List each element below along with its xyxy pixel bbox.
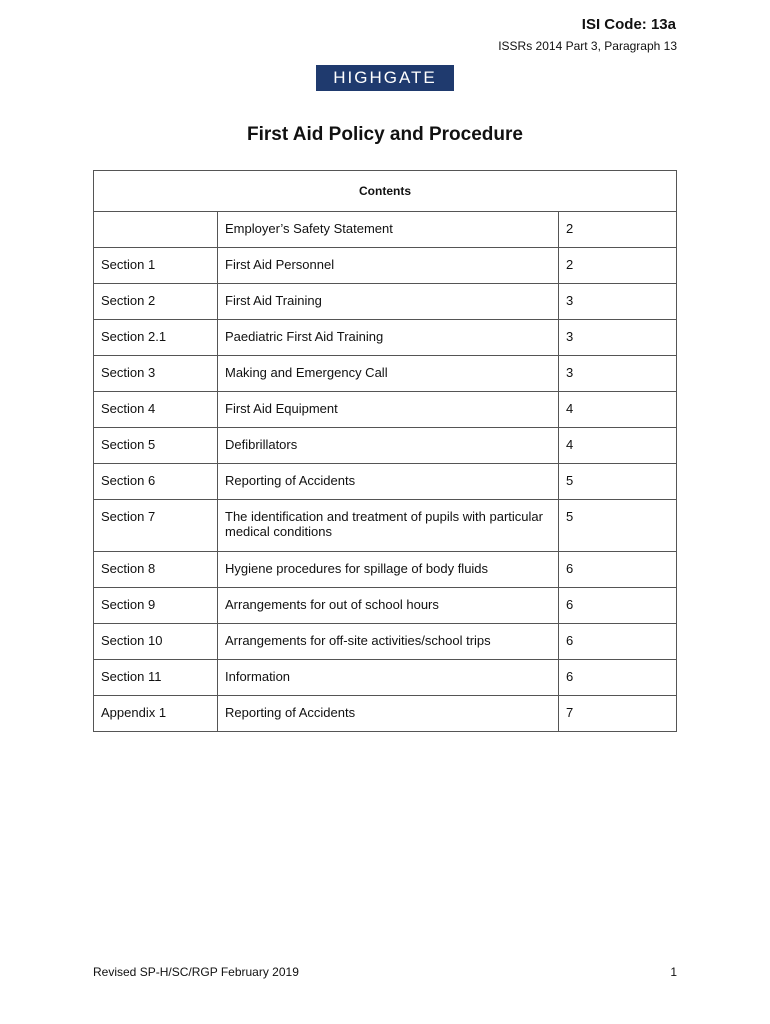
- contents-table: [93, 170, 677, 732]
- section-cell: Section 1: [94, 248, 218, 284]
- table-row: [94, 588, 677, 624]
- page-cell: 4: [559, 392, 677, 428]
- section-cell: Section 7: [94, 500, 218, 552]
- section-cell: Section 11: [94, 660, 218, 696]
- page-cell: 2: [559, 212, 677, 248]
- table-row: [94, 500, 677, 552]
- table-row: [94, 428, 677, 464]
- title-cell: First Aid Training: [218, 284, 559, 320]
- revision-footer: Revised SP-H/SC/RGP February 2019: [93, 965, 299, 979]
- table-row: [94, 212, 677, 248]
- table-row: [94, 624, 677, 660]
- page-cell: 6: [559, 552, 677, 588]
- section-cell: Section 8: [94, 552, 218, 588]
- title-cell: Employer’s Safety Statement: [218, 212, 559, 248]
- page-cell: 2: [559, 248, 677, 284]
- page-cell: 3: [559, 284, 677, 320]
- contents-heading: Contents: [94, 171, 677, 212]
- page-cell: 3: [559, 356, 677, 392]
- title-cell: First Aid Equipment: [218, 392, 559, 428]
- section-cell: Section 9: [94, 588, 218, 624]
- page-number: 1: [670, 965, 677, 979]
- contents-header-row: [94, 171, 677, 212]
- section-cell: [94, 212, 218, 248]
- table-row: [94, 660, 677, 696]
- table-row: [94, 392, 677, 428]
- title-cell: Hygiene procedures for spillage of body fluids: [218, 552, 559, 588]
- title-cell: Making and Emergency Call: [218, 356, 559, 392]
- document-title: First Aid Policy and Procedure: [247, 124, 523, 145]
- page-cell: 6: [559, 660, 677, 696]
- section-cell: Section 10: [94, 624, 218, 660]
- table-row: [94, 248, 677, 284]
- page-cell: 6: [559, 588, 677, 624]
- title-cell: Arrangements for off-site activities/school trips: [218, 624, 559, 660]
- table-row: [94, 464, 677, 500]
- issrs-reference: ISSRs 2014 Part 3, Paragraph 13: [498, 39, 677, 53]
- table-row: [94, 320, 677, 356]
- section-cell: Section 2: [94, 284, 218, 320]
- title-cell: Arrangements for out of school hours: [218, 588, 559, 624]
- title-cell: Paediatric First Aid Training: [218, 320, 559, 356]
- title-cell: Reporting of Accidents: [218, 464, 559, 500]
- section-cell: Section 3: [94, 356, 218, 392]
- page-cell: 6: [559, 624, 677, 660]
- table-row: [94, 356, 677, 392]
- page-cell: 7: [559, 696, 677, 732]
- section-cell: Section 6: [94, 464, 218, 500]
- isi-code: ISI Code: 13a: [581, 16, 676, 33]
- section-cell: Section 5: [94, 428, 218, 464]
- table-row: [94, 696, 677, 732]
- title-cell: The identification and treatment of pupils with particular medical conditions: [218, 500, 559, 552]
- table-row: [94, 552, 677, 588]
- title-cell: Defibrillators: [218, 428, 559, 464]
- page-cell: 5: [559, 464, 677, 500]
- table-row: [94, 284, 677, 320]
- page-cell: 3: [559, 320, 677, 356]
- title-cell: Reporting of Accidents: [218, 696, 559, 732]
- section-cell: Section 2.1: [94, 320, 218, 356]
- highgate-logo: HIGHGATE: [316, 65, 454, 91]
- title-cell: Information: [218, 660, 559, 696]
- title-cell: First Aid Personnel: [218, 248, 559, 284]
- section-cell: Appendix 1: [94, 696, 218, 732]
- section-cell: Section 4: [94, 392, 218, 428]
- page-cell: 4: [559, 428, 677, 464]
- page-cell: 5: [559, 500, 677, 552]
